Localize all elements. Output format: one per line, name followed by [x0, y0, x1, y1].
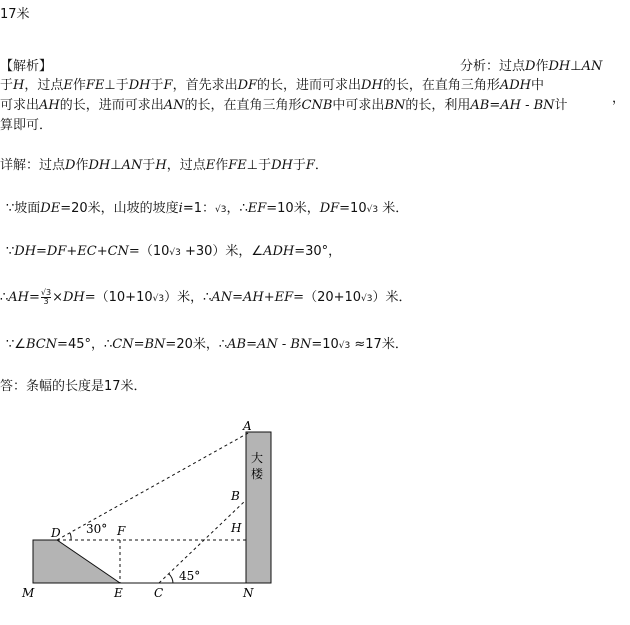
slope-shape — [33, 540, 120, 583]
angle-label-d: 30° — [86, 522, 108, 536]
label-E: E — [114, 586, 123, 600]
analysis-header: 【解析】 — [0, 59, 53, 74]
conclusion: 答：条幅的长度是17米． — [0, 379, 147, 394]
step-3: ∴AH= $\frac{√3}{3}$ ×DH=（10+10√3）米，∴AN=AH+EF=（20+10√3）米． — [0, 288, 412, 306]
angle-arc-c — [169, 574, 173, 583]
label-F: F — [117, 524, 126, 538]
analysis-line-2-comma: ， — [612, 91, 626, 106]
building-label-1: 大 — [251, 451, 264, 465]
label-D: D — [51, 526, 61, 540]
label-N: N — [243, 586, 254, 600]
answer-text: 17米 — [0, 7, 30, 22]
label-B: B — [231, 489, 240, 503]
label-M: M — [22, 586, 35, 600]
analysis-line-2: 于H，过点E作FE⊥于DH于F，首先求出DF的长，进而可求出DH的长，在直角三角形ADH中 — [0, 78, 544, 93]
analysis-line-1: 分析：过点D作DH⊥AN — [460, 59, 603, 74]
step-2: ∵DH=DF+EC+CN=（10√3 +30）米，∠ADH=30°， — [6, 244, 342, 259]
angle-arc-d — [70, 533, 71, 540]
analysis-line-4: 算即可． — [0, 118, 53, 133]
fraction-sqrt3-over-3: $\frac{√3}{3}$ — [40, 288, 52, 306]
label-H: H — [231, 521, 242, 535]
building-label-2: 楼 — [251, 467, 264, 481]
step-4: ∵∠BCN=45°，∴CN=BN=20米，∴AB=AN - BN=10√3 ≈17米． — [6, 337, 408, 352]
analysis-line-3: 可求出AH的长，进而可求出AN的长，在直角三角形CNB中可求出BN的长，利用AB=AH - BN计 — [0, 98, 568, 113]
label-A: A — [243, 419, 252, 433]
sightline-CB — [159, 500, 246, 583]
label-C: C — [154, 586, 164, 600]
angle-label-c: 45° — [179, 569, 201, 583]
step-1: ∵坡面DE=20米，山坡的坡度i=1：√3，∴EF=10米，DF=10√3 米． — [6, 201, 409, 216]
detail-line: 详解：过点D作DH⊥AN于H，过点E作FE⊥于DH于F． — [0, 158, 328, 173]
